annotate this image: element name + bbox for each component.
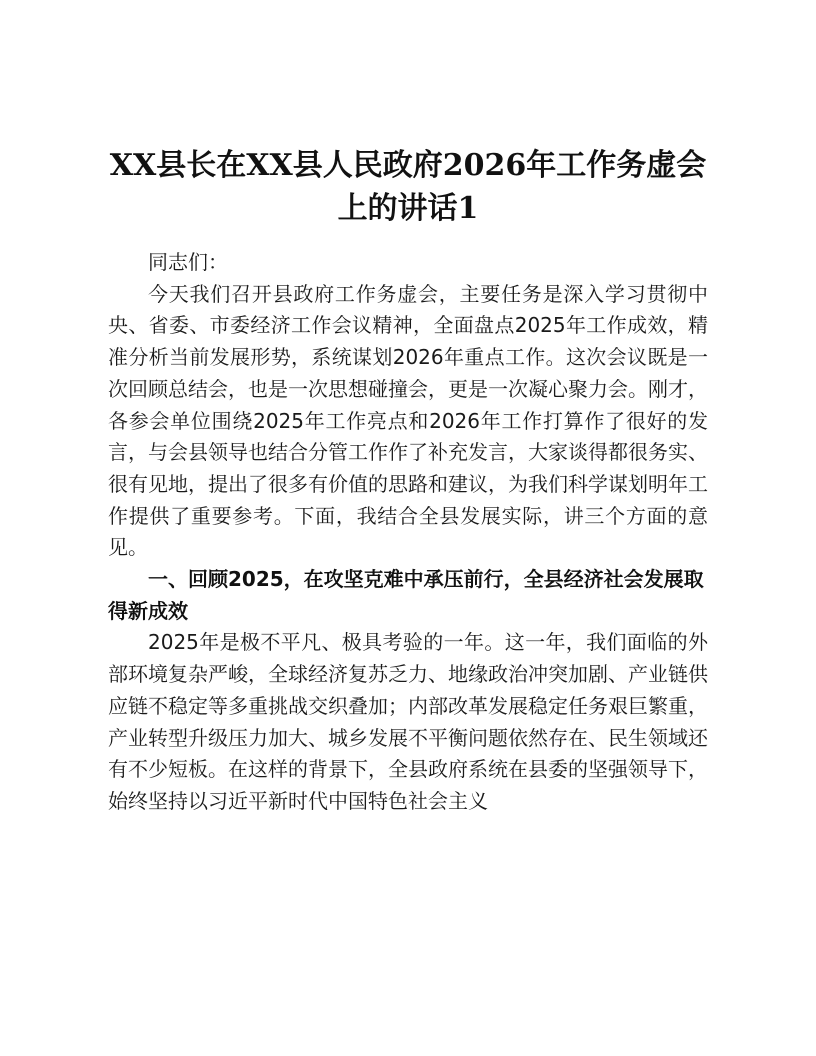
section-heading-1: 一、回顾2025，在攻坚克难中承压前行，全县经济社会发展取得新成效 <box>108 567 704 623</box>
document-body <box>108 247 708 818</box>
title-line-2: 上的讲话1 <box>337 191 479 226</box>
title-line-1: XX县长在XX县人民政府2026年工作务虚会 <box>109 148 707 183</box>
paragraph-review: 2025年是极不平凡、极具考验的一年。这一年，我们面临的外部环境复杂严峻，全球经济复苏乏力、地缘政治冲突加剧、产业链供应链不稳定等多重挑战交织叠加；内部改革发展稳定任务艰巨繁重，产业转型升级压力加大、城乡发展不平衡问题依然存在、民生领域还有不少短板。在这样的背景下，全县政府系统在县委的坚强领导下，始终坚持以习近平新时代中国特色社会主义 <box>108 630 708 813</box>
document-title <box>100 144 716 230</box>
greeting: 同志们： <box>148 250 228 274</box>
paragraph-intro: 今天我们召开县政府工作务虚会，主要任务是深入学习贯彻中央、省委、市委经济工作会议精神，全面盘点2025年工作成效，精准分析当前发展形势，系统谋划2026年重点工作。这次会议既是一次回顾总结会，也是一次思想碰撞会，更是一次凝心聚力会。刚才，各参会单位围绕2025年工作亮点和2026年工作打算作了很好的发言，与会县领导也结合分管工作作了补充发言，大家谈得都很务实、很有见地，提出了很多有价值的思路和建议，为我们科学谋划明年工作提供了重要参考。下面，我结合全县发展实际，讲三个方面的意见。 <box>108 281 708 560</box>
